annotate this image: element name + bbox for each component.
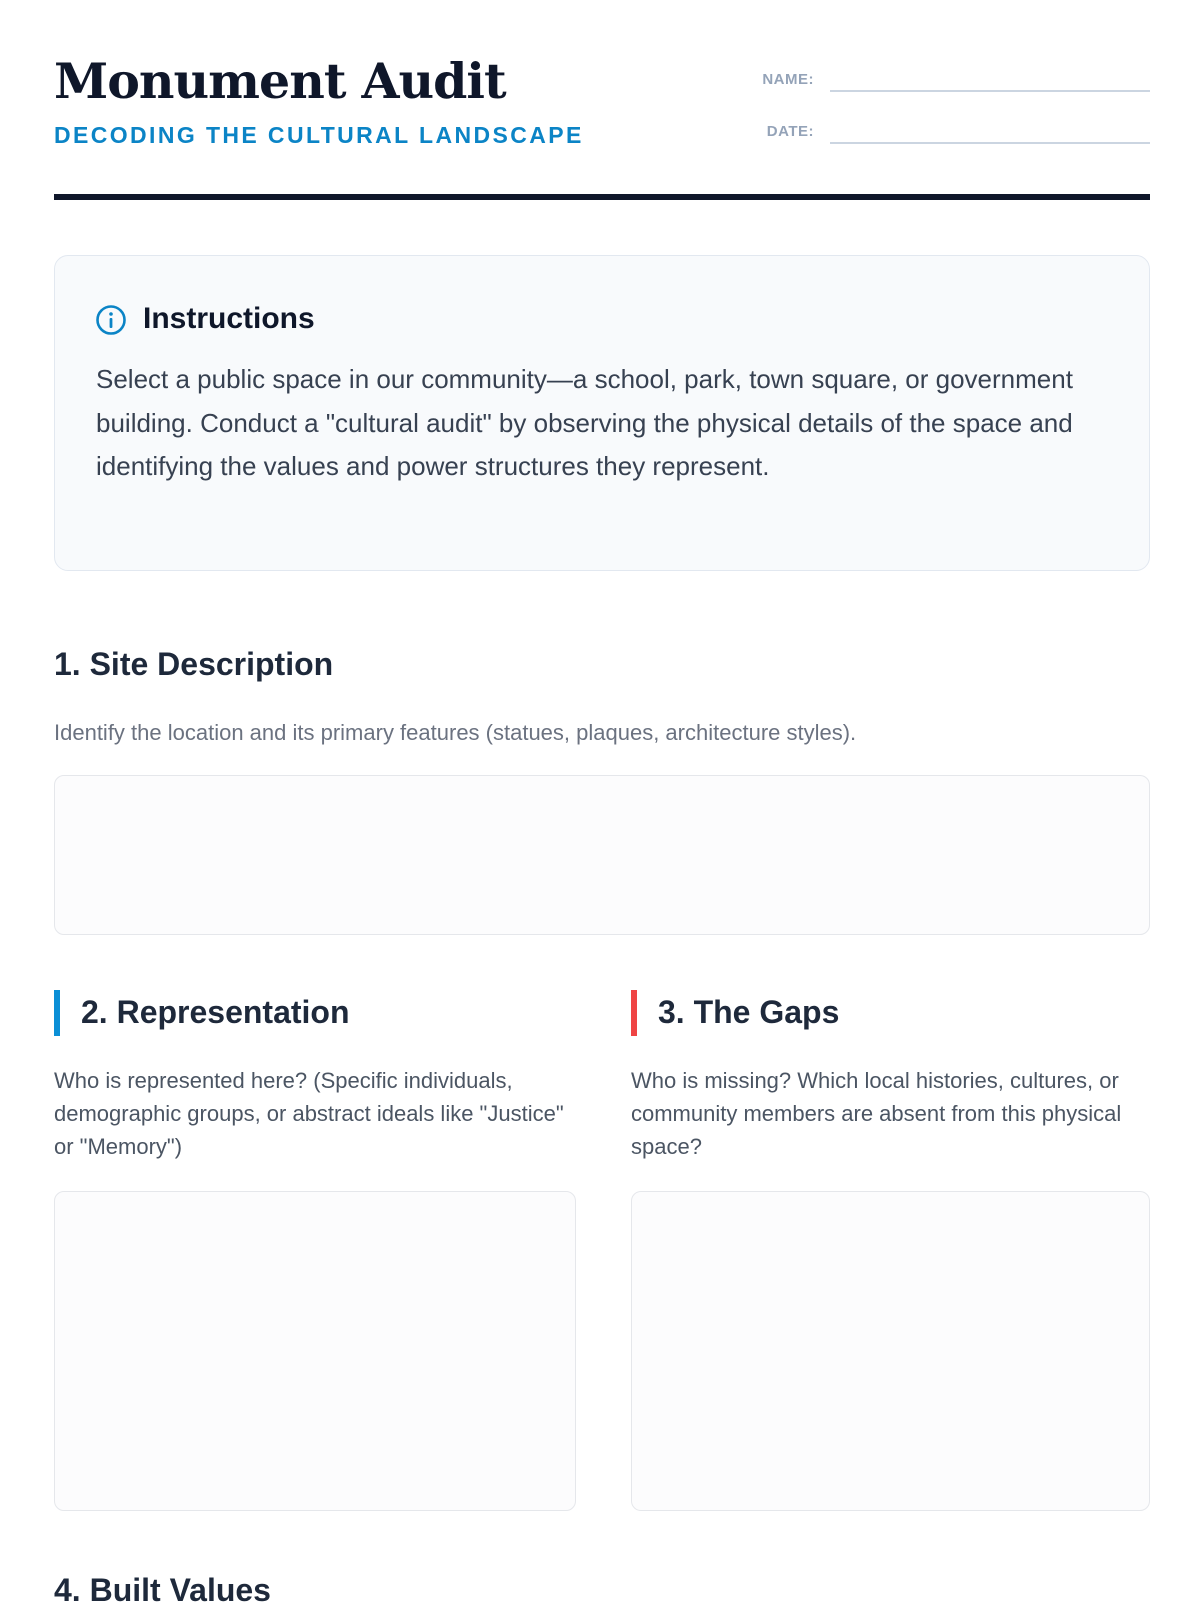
site-description-answer-box[interactable] [54,775,1150,935]
date-input-line[interactable] [830,142,1150,144]
worksheet-header [54,0,1150,200]
page-title: Monument Audit [54,52,506,110]
name-input-line[interactable] [830,90,1150,92]
name-label: NAME: [762,71,814,88]
gaps-heading: 3. The Gaps [658,994,840,1030]
representation-prompt: Who is represented here? (Specific individuals, demographic groups, or abstract ideals like "Justice" or "Memory") [54,1068,564,1159]
site-description-heading: 1. Site Description [54,646,334,682]
gaps-accent-bar [631,990,637,1036]
representation-accent-bar [54,990,60,1036]
instructions-panel [54,255,1150,571]
gaps-answer-box[interactable] [631,1191,1150,1511]
site-description-prompt: Identify the location and its primary features (statues, plaques, architecture styles). [54,720,857,745]
representation-answer-box[interactable] [54,1191,576,1511]
header-divider [54,194,1150,200]
date-label: DATE: [766,123,814,140]
representation-heading: 2. Representation [81,994,350,1030]
instructions-body: Select a public space in our community—a school, park, town square, or government building. Conduct a "cultural audit" by observing the physical details of the space and identifying the values and power structures they represent. [96,364,1073,481]
built-values-heading: 4. Built Values [54,1572,271,1608]
instructions-title: Instructions [143,302,315,335]
page-subtitle: DECODING THE CULTURAL LANDSCAPE [54,122,584,148]
info-icon [95,304,127,336]
gaps-prompt: Who is missing? Which local histories, cultures, or community members are absent from this physical space? [631,1068,1122,1159]
name-field-row [754,66,1150,96]
date-field-row [754,118,1150,148]
